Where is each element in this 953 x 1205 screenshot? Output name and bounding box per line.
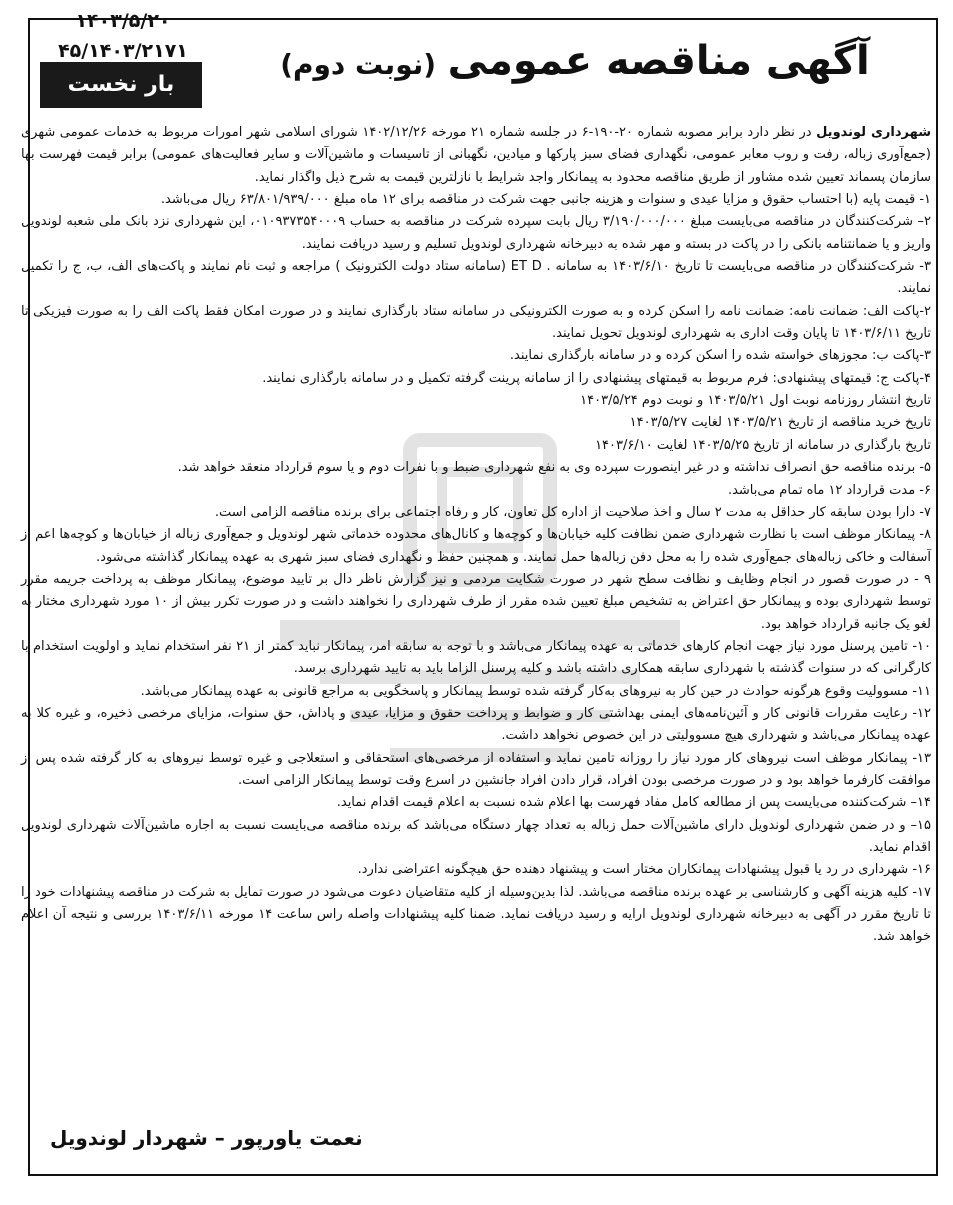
- municipality-name: شهرداری لوندویل: [816, 125, 931, 140]
- clause-1: ۱- قیمت پایه (با احتساب حقوق و مزایا عیدی و سنوات و هزینه جانبی جهت شرکت در مناقصه برای ۱۲ ماه مبلغ ۶۳/۸۰۱/۹۳۹/۰۰۰ ریال می‌باشد.: [160, 192, 931, 208]
- clause-16: ۱۶- شهرداری در رد یا قبول پیشنهادات پیمانکاران مختار است و پیشنهاد دهنده حق هیچگونه اعتراضی ندارد.: [357, 862, 931, 878]
- notice-headline: [230, 38, 920, 84]
- publication-dates: تاریخ انتشار روزنامه نوبت اول ۱۴۰۳/۵/۲۱ و نوبت دوم ۱۴۰۳/۵/۲۴: [580, 393, 931, 409]
- clause-12: ۱۲- رعایت مقررات قانونی کار و آئین‌نامه‌های ایمنی بهداشتی کار و ضوابط و پرداخت حقوق و مزایا، عیدی و پاداش، حق سنوات، مزایای مرخصی ذخیره، و غیره کلا به عهده پیمانکار می‌باشد و شهرداری هیچ مسوولیتی در این خصوص نخواهد داشت.: [21, 705, 931, 744]
- intro-paragraph: [21, 122, 931, 189]
- notice-date: ۱۴۰۳/۵/۲۰: [75, 10, 171, 32]
- notice-number: ۴۵/۱۴۰۳/۲۱۷۱: [58, 40, 188, 62]
- envelope-c: ۴-پاکت ج: قیمتهای پیشنهادی: فرم مربوط به قیمتهای پیشنهادی را از سامانه پرینت گرفته تکمیل و در سامانه بارگذاری نمایند.: [262, 370, 931, 386]
- mayor-signature: نعمت یاورپور – شهردار لوندویل: [50, 1126, 363, 1150]
- clause-9: ۹ - در صورت قصور در انجام وظایف و نظافت سطح شهر در صورت شکایت مردمی و نیز گزارش ناظر دال بر تایید موضوع، پیمانکار موظف به پرداخت جریمه مقرر توسط شهرداری بوده و پیمانکار حق اعتراض به تشخیص مبلغ تعیین شده مقرر از طرف شهرداری را نخواهند داشت و در صورت تکرر بیش از ۱۰ مورد شهرداری مختار به لغو یک جانبه قرارداد خواهد بود.: [21, 571, 932, 632]
- clause-10: ۱۰- تامین پرسنل مورد نیاز جهت انجام کارهای خدماتی به عهده پیمانکار می‌باشد و با توجه به سابقه امر، پیمانکار نباید کمتر از ۲۱ نفر استخدام نماید و اولویت استخدام با کارگرانی که در سنوات گذشته با شهرداری سابقه همکاری داشته باشد و کلیه پرسنل الزاما باید به تایید شهرداری برسد.: [21, 638, 931, 677]
- clause-6: ۶- مدت قرارداد ۱۲ ماه تمام می‌باشد.: [727, 482, 931, 498]
- clause-5: ۵- برنده مناقصه حق انصراف نداشته و در غیر اینصورت سپرده وی به نفع شهرداری ضبط و با نفرات دوم و یا سوم قرارداد منعقد خواهد شد.: [177, 460, 931, 476]
- clause-11: ۱۱- مسوولیت وقوع هرگونه حوادث در حین کار به نیروهای به‌کار گرفته شده توسط پیمانکار و پاسخگویی به مراجع قانونی به عهده پیمانکار می‌باشد.: [140, 683, 931, 699]
- intro-text: در نظر دارد برابر مصوبه شماره ۲۰-۱۹۰-۶ در جلسه شماره ۲۱ مورخه ۱۴۰۲/۱۲/۲۶ شورای اسلامی شهر امورات مربوط به خدمات عمومی شهری (جمع‌آوری زباله، رفت و روب معابر عمومی، نگهداری فضای سبز پارکها و میادین، نگهبانی از تاسیسات و ماشین‌آلات و سایر فعالیت‌های عمومی) برابر قیمت فهرست بها سازمان پسماند تعیین شده مشاور از طریق مناقصه محدود به پیمانکار واجد شرایط با نازلترین قیمت به شرح ذیل واگذار نماید.: [21, 125, 931, 185]
- clause-8: ۸- پیمانکار موظف است با نظارت شهرداری ضمن نظافت کلیه خیابان‌ها و کوچه‌ها و کانال‌های محدوده خدماتی شهر لوندویل و جمع‌آوری زباله از خیابان‌ها و کوچه‌ها اعم از آسفالت و خاکی زباله‌های جمع‌آوری شده را به محل دفن زباله‌ها حمل نمایند. و همچنین حفظ و نگهداری فضای سبز شهری به عهده پیمانکار گذاشته می‌شود.: [21, 527, 931, 565]
- page-title: آگهی مناقصه عمومی: [447, 38, 870, 84]
- purchase-dates: تاریخ خرید مناقصه از تاریخ ۱۴۰۳/۵/۲۱ لغایت ۱۴۰۳/۵/۲۷: [629, 415, 931, 431]
- notice-meta: [48, 6, 198, 66]
- round-label: (نوبت دوم): [280, 48, 437, 81]
- clause-17: ۱۷- کلیه هزینه آگهی و کارشناسی بر عهده برنده مناقصه می‌باشد. لذا بدین‌وسیله از کلیه متقاضیان دعوت می‌شود در صورت تمایل به شرکت در مناقصه پیشنهادات خود را تا تاریخ مقرر در آگهی به دبیرخانه شهرداری لوندویل ارایه و رسید دریافت نماید. ضمنا کلیه پیشنهادات واصله راس ساعت ۱۴ مورخه ۱۴۰۳/۶/۱۱ بررسی و نتیجه آن اعلام خواهد شد.: [21, 884, 931, 945]
- upload-dates: تاریخ بارگذاری در سامانه از تاریخ ۱۴۰۳/۵/۲۵ لغایت ۱۴۰۳/۶/۱۰: [595, 437, 931, 453]
- clause-3: ۳- شرکت‌کنندگان در مناقصه می‌بایست تا تاریخ ۱۴۰۳/۶/۱۰ به سامانه . ET D (سامانه ستاد دولت الکترونیک ) مراجعه و ثبت نام نمایند و پاکت‌های الف، ب، ج را تکمیل نمایند.: [21, 259, 931, 297]
- clause-15: ۱۵– و در ضمن شهرداری لوندویل دارای ماشین‌آلات حمل زباله به تعداد چهار دستگاه می‌باشد که برنده مناقصه می‌بایست نسبت به اجاره ماشین‌آلات شهرداری لوندویل اقدام نماید.: [21, 817, 931, 855]
- envelope-a: ۲-پاکت الف: ضمانت نامه: ضمانت نامه را اسکن کرده و به صورت الکترونیکی در سامانه ستاد بارگذاری نمایند و در صورت امکان فقط پاکت الف را به صورت فیزیکی تا تاریخ ۱۴۰۳/۶/۱۱ تا پایان وقت اداری به شهرداری لوندویل تحویل نمایند.: [21, 303, 931, 342]
- envelope-b: ۳-پاکت ب: مجوزهای خواسته شده را اسکن کرده و در سامانه بارگذاری نمایند.: [509, 348, 931, 364]
- clause-13: ۱۳- پیمانکار موظف است نیروهای کار مورد نیاز را روزانه تامین نماید و استفاده از مرخصی‌های استحقاقی و استعلاجی و غیره توسط نیروهای به کار گرفته شده پس از موافقت کارفرما خواهد بود و در صورت مرخصی بودن افراد، قرار دادن افراد جانشین در اسرع وقت توسط پیمانکار الزامی است.: [21, 750, 931, 788]
- first-publication-badge: بار نخست: [40, 62, 202, 108]
- clause-14: ۱۴– شرکت‌کننده می‌بایست پس از مطالعه کامل مفاد فهرست بها اعلام شده نسبت به اعلام قیمت اقدام نماید.: [336, 795, 931, 811]
- notice-body: [21, 122, 931, 949]
- clause-2: ۲– شرکت‌کنندگان در مناقصه می‌بایست مبلغ ۳/۱۹۰/۰۰۰/۰۰۰ ریال بابت سپرده شرکت در مناقصه به حساب ۰۱۰۹۳۷۳۵۴۰۰۰۹، این شهرداری نزد بانک ملی شعبه لوندویل واریز و یا ضمانتنامه بانکی را در پاکت در بسته و مهر شده به دبیرخانه شهرداری لوندویل تسلیم و رسید دریافت نمایند.: [21, 214, 932, 252]
- clause-7: ۷- دارا بودن سابقه کار حداقل به مدت ۲ سال و اخذ صلاحیت از اداره کل تعاون، کار و رفاه اجتماعی برای برنده مناقصه الزامی است.: [214, 504, 931, 520]
